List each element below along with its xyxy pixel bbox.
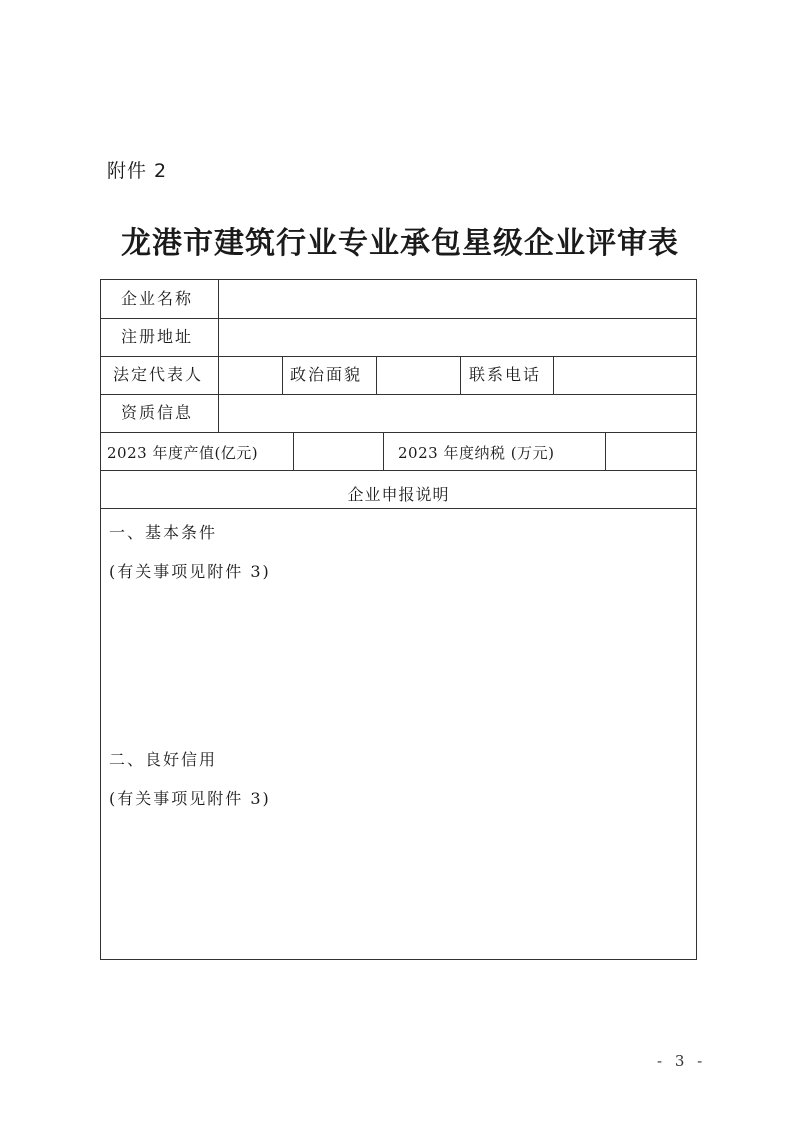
address-label: 注册地址: [121, 327, 194, 346]
good-credit-field[interactable]: [101, 817, 697, 959]
evaluation-form-table: [100, 279, 697, 960]
row-divider: [101, 508, 696, 509]
qualification-label: 资质信息: [121, 403, 194, 422]
good-credit-heading: 二、良好信用: [109, 750, 218, 769]
legal-rep-field[interactable]: [219, 357, 282, 394]
output-field[interactable]: [294, 433, 383, 470]
column-divider: [460, 356, 461, 394]
political-field[interactable]: [377, 357, 460, 394]
row-divider: [101, 470, 696, 471]
column-divider: [383, 432, 384, 470]
column-divider: [282, 356, 283, 394]
output-label: 2023 年度产值(亿元): [107, 444, 259, 462]
good-credit-note: (有关事项见附件 3): [109, 789, 271, 808]
page-number: - 3 -: [657, 1052, 707, 1070]
company-name-field[interactable]: [219, 280, 697, 318]
declaration-header: 企业申报说明: [347, 485, 450, 504]
address-field[interactable]: [219, 319, 697, 356]
tax-label: 2023 年度纳税 (万元): [398, 444, 555, 462]
basic-conditions-note: (有关事项见附件 3): [109, 562, 271, 581]
company-name-label: 企业名称: [121, 289, 194, 308]
annex-label: 附件 2: [107, 160, 168, 182]
phone-field[interactable]: [554, 357, 697, 394]
basic-conditions-heading: 一、基本条件: [109, 523, 218, 542]
political-label: 政治面貌: [290, 365, 363, 384]
legal-rep-label: 法定代表人: [113, 365, 204, 384]
qualification-field[interactable]: [219, 395, 697, 432]
basic-conditions-field[interactable]: [101, 590, 697, 740]
form-title: 龙港市建筑行业专业承包星级企业评审表: [121, 226, 679, 261]
tax-field[interactable]: [606, 433, 697, 470]
phone-label: 联系电话: [469, 365, 542, 384]
